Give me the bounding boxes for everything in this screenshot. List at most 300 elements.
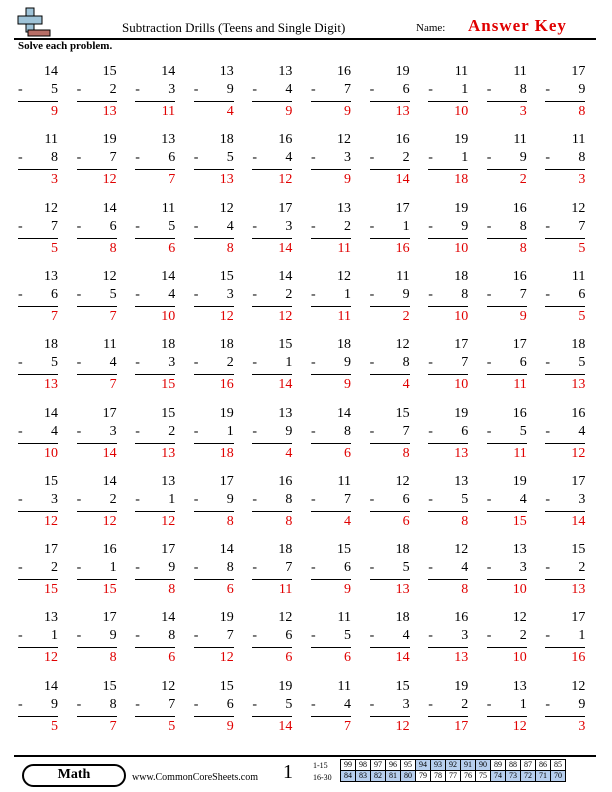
answer-rule (428, 579, 468, 580)
subtrahend-line (487, 287, 527, 303)
answer: 8 (519, 240, 527, 256)
subtraction-problem (545, 474, 585, 536)
answer: 10 (512, 650, 527, 666)
minuend: 16 (512, 405, 527, 421)
minuend: 18 (161, 337, 176, 353)
minuend: 16 (512, 200, 527, 216)
subtrahend: 1 (51, 628, 58, 644)
answer: 15 (102, 582, 117, 598)
answer-rule (194, 306, 234, 307)
minus-sign: - (428, 560, 433, 576)
minuend: 17 (454, 337, 469, 353)
answer-rule (428, 716, 468, 717)
subtrahend: 9 (226, 491, 234, 507)
answer: 13 (44, 377, 58, 393)
minuend: 18 (395, 542, 410, 558)
subtraction-problem (135, 64, 175, 126)
subtrahend-line (311, 560, 351, 576)
answer-rule (252, 511, 292, 512)
minuend: 17 (102, 405, 117, 421)
subtraction-problem (311, 337, 351, 399)
subtraction-problem (370, 679, 410, 741)
minus-sign: - (252, 286, 258, 302)
worksheet-title: Subtraction Drills (Teens and Single Digit) (122, 20, 346, 35)
subtrahend: 4 (344, 696, 351, 712)
minus-sign: - (252, 150, 258, 166)
minus-sign: - (369, 423, 375, 439)
minus-sign: - (193, 150, 199, 166)
minus-sign: - (252, 423, 258, 439)
subtraction-problem (77, 610, 117, 672)
answer-rule (252, 579, 292, 580)
answer-rule (487, 306, 527, 307)
subtrahend: 1 (109, 560, 117, 576)
subtraction-problem (252, 337, 292, 399)
subtraction-problem (545, 406, 585, 468)
answer: 2 (519, 172, 527, 188)
answer-rule (77, 306, 117, 307)
subtraction-problem (18, 64, 58, 126)
subtrahend: 2 (344, 218, 351, 234)
subtrahend: 1 (578, 628, 586, 644)
minuend: 15 (395, 678, 410, 694)
minus-sign: - (369, 560, 375, 576)
score-cell: 93 (431, 760, 446, 771)
minus-sign: - (135, 150, 140, 166)
minus-sign: - (486, 218, 492, 234)
answer: 8 (168, 582, 176, 598)
subtrahend: 3 (461, 628, 469, 644)
minuend: 18 (571, 337, 586, 353)
subtraction-problem (77, 64, 117, 126)
minuend: 15 (337, 542, 351, 558)
minuend: 12 (512, 610, 527, 626)
minuend: 13 (44, 268, 58, 284)
minus-sign: - (252, 491, 258, 507)
subtrahend-line (370, 628, 410, 644)
subtraction-problem (545, 64, 585, 126)
minuend: 19 (395, 64, 410, 79)
minuend: 13 (219, 64, 234, 79)
score-cell: 74 (491, 771, 506, 782)
minuend: 11 (161, 200, 176, 216)
minuend: 12 (571, 200, 586, 216)
answer: 3 (51, 172, 58, 188)
answer: 8 (109, 650, 117, 666)
answer-rule (252, 647, 292, 648)
answer: 4 (402, 377, 410, 393)
minus-sign: - (486, 150, 492, 166)
answer-rule (545, 579, 585, 580)
answer: 9 (285, 104, 293, 119)
subtrahend-line (194, 492, 234, 508)
subtrahend: 9 (51, 696, 58, 712)
minuend: 12 (161, 678, 176, 694)
answer: 3 (519, 104, 527, 119)
minus-sign: - (135, 423, 140, 439)
minuend: 15 (44, 473, 58, 489)
answer: 11 (513, 445, 527, 461)
subtraction-problem (252, 406, 292, 468)
subtraction-problem (252, 542, 292, 604)
subtraction-problem (252, 201, 292, 263)
subtrahend: 2 (402, 150, 410, 166)
subtrahend: 6 (578, 286, 586, 302)
subtrahend-line (487, 697, 527, 713)
subtrahend-line (545, 492, 585, 508)
subtrahend: 7 (109, 150, 117, 166)
subtraction-problem (428, 406, 468, 468)
minus-sign: - (545, 82, 551, 97)
answer-rule (18, 238, 58, 239)
subtraction-problem (77, 406, 117, 468)
minuend: 14 (278, 268, 293, 284)
subtrahend: 9 (344, 355, 351, 371)
answer: 11 (337, 308, 351, 324)
subtrahend: 1 (461, 82, 469, 97)
subtrahend-line (252, 424, 292, 440)
score-cell: 76 (461, 771, 476, 782)
minus-sign: - (369, 286, 375, 302)
score-cell: 91 (461, 760, 476, 771)
score-cell: 97 (371, 760, 386, 771)
minus-sign: - (369, 696, 375, 712)
subtraction-problem (545, 542, 585, 604)
subtrahend-line (487, 219, 527, 235)
minuend: 16 (395, 132, 410, 148)
subtraction-problem (18, 337, 58, 399)
answer: 13 (395, 104, 410, 119)
minus-sign: - (193, 286, 199, 302)
subtraction-problem (487, 269, 527, 331)
footer-divider (14, 755, 596, 757)
minus-sign: - (135, 82, 140, 97)
subtraction-problem (487, 679, 527, 741)
score-cell: 87 (521, 760, 536, 771)
answer-rule (18, 511, 58, 512)
subtrahend-line (370, 560, 410, 576)
minus-sign: - (311, 286, 316, 302)
minus-sign: - (252, 82, 258, 97)
subtrahend-line (77, 424, 117, 440)
answer-rule (311, 647, 351, 648)
answer: 6 (344, 650, 351, 666)
subtrahend-line (370, 697, 410, 713)
subtrahend: 8 (285, 491, 293, 507)
subtrahend: 6 (226, 696, 234, 712)
minus-sign: - (76, 355, 82, 371)
answer: 9 (226, 718, 234, 734)
subtrahend: 4 (51, 423, 58, 439)
minus-sign: - (193, 218, 199, 234)
subtrahend-line (545, 82, 585, 98)
answer: 9 (51, 104, 58, 119)
subtrahend: 9 (461, 218, 469, 234)
subtraction-problem (370, 132, 410, 194)
subtrahend: 9 (402, 286, 410, 302)
score-cell: 86 (536, 760, 551, 771)
subtrahend-line (545, 150, 585, 166)
subtrahend-line (311, 287, 351, 303)
answer: 13 (161, 445, 176, 461)
minus-sign: - (135, 696, 140, 712)
subtrahend-line (77, 697, 117, 713)
score-cell: 70 (551, 771, 566, 782)
minus-sign: - (486, 491, 492, 507)
minuend: 19 (454, 200, 469, 216)
minus-sign: - (486, 628, 492, 644)
minuend: 18 (219, 337, 234, 353)
answer: 11 (513, 377, 527, 393)
minuend: 15 (219, 268, 234, 284)
answer: 15 (44, 582, 58, 598)
subtraction-problem (311, 269, 351, 331)
subtrahend-line (311, 492, 351, 508)
minus-sign: - (545, 696, 551, 712)
subtrahend-line (487, 424, 527, 440)
answer: 7 (109, 377, 117, 393)
subtraction-problem (194, 337, 234, 399)
answer-rule (252, 306, 292, 307)
answer-rule (370, 169, 410, 170)
subtrahend: 9 (578, 696, 586, 712)
answer-rule (370, 716, 410, 717)
subtrahend: 6 (168, 150, 176, 166)
minus-sign: - (545, 150, 551, 166)
score-cell: 71 (536, 771, 551, 782)
score-cell: 82 (371, 771, 386, 782)
minus-sign: - (369, 491, 375, 507)
answer: 18 (219, 445, 234, 461)
subtrahend: 5 (226, 150, 234, 166)
answer-rule (194, 579, 234, 580)
answer: 4 (344, 513, 351, 529)
minus-sign: - (18, 628, 23, 644)
answer-rule (77, 511, 117, 512)
answer-rule (487, 716, 527, 717)
minuend: 17 (571, 610, 586, 626)
answer-rule (77, 579, 117, 580)
subtrahend-line (18, 219, 58, 235)
answer: 17 (454, 718, 469, 734)
subtrahend-line (545, 628, 585, 644)
subtraction-problem (428, 610, 468, 672)
answer-rule (252, 443, 292, 444)
subtrahend-line (311, 219, 351, 235)
minus-sign: - (76, 628, 82, 644)
minus-sign: - (369, 628, 375, 644)
minuend: 11 (513, 132, 527, 148)
answer: 5 (168, 718, 176, 734)
minus-sign: - (135, 628, 140, 644)
subtrahend-line (487, 355, 527, 371)
answer-rule (311, 579, 351, 580)
subtrahend: 5 (519, 423, 527, 439)
minuend: 11 (337, 678, 351, 694)
subtrahend-line (487, 82, 527, 98)
subtrahend-line (545, 219, 585, 235)
minus-sign: - (545, 286, 551, 302)
score-cell: 80 (401, 771, 416, 782)
answer: 6 (285, 650, 293, 666)
minus-sign: - (18, 286, 23, 302)
subtrahend-line (370, 150, 410, 166)
subtrahend: 6 (285, 628, 293, 644)
answer: 6 (168, 240, 176, 256)
score-cell: 79 (416, 771, 431, 782)
subtrahend-line (370, 424, 410, 440)
answer: 7 (109, 718, 117, 734)
answer: 6 (344, 445, 351, 461)
answer-rule (545, 511, 585, 512)
score-row-label: 1-15 (313, 761, 328, 770)
answer: 12 (278, 308, 293, 324)
subtrahend-line (77, 287, 117, 303)
subtrahend-line (18, 697, 58, 713)
minuend: 17 (571, 64, 586, 79)
subtrahend-line (428, 560, 468, 576)
minus-sign: - (135, 491, 140, 507)
minuend: 17 (219, 473, 234, 489)
subtrahend-line (487, 628, 527, 644)
subtraction-problem (194, 132, 234, 194)
minus-sign: - (76, 423, 82, 439)
subtrahend-line (135, 82, 175, 98)
answer: 12 (278, 172, 293, 188)
subtrahend-line (135, 150, 175, 166)
subtrahend: 2 (461, 696, 469, 712)
minus-sign: - (252, 218, 258, 234)
score-cell: 83 (356, 771, 371, 782)
subtraction-problem (77, 679, 117, 741)
subject-label: Math (57, 767, 91, 782)
minus-sign: - (545, 218, 551, 234)
answer: 14 (395, 172, 410, 188)
subtrahend: 5 (51, 355, 58, 371)
subtrahend-line (77, 219, 117, 235)
subtrahend-line (18, 355, 58, 371)
subtrahend-line (194, 628, 234, 644)
minuend: 19 (219, 610, 234, 626)
subtrahend: 9 (226, 82, 234, 97)
subtraction-problem (194, 201, 234, 263)
subtrahend-line (252, 560, 292, 576)
minuend: 15 (571, 542, 586, 558)
subtraction-problem (428, 201, 468, 263)
subtrahend-line (194, 697, 234, 713)
answer-rule (135, 306, 175, 307)
subtraction-problem (252, 269, 292, 331)
subtrahend: 9 (168, 560, 176, 576)
subtrahend-line (194, 219, 234, 235)
answer: 10 (454, 377, 469, 393)
answer-rule (194, 716, 234, 717)
answer: 12 (395, 718, 410, 734)
minuend: 19 (454, 405, 469, 421)
minus-sign: - (76, 150, 82, 166)
minus-sign: - (428, 150, 433, 166)
subtrahend-line (428, 355, 468, 371)
minus-sign: - (311, 491, 316, 507)
subtrahend-line (18, 150, 58, 166)
answer-rule (370, 238, 410, 239)
subtrahend: 9 (578, 82, 586, 97)
answer: 8 (285, 513, 293, 529)
subtrahend-line (18, 492, 58, 508)
answer-rule (487, 443, 527, 444)
subtrahend: 6 (51, 286, 58, 302)
subtraction-problem (370, 474, 410, 536)
answer: 8 (109, 240, 117, 256)
subtrahend: 6 (402, 82, 410, 97)
minus-sign: - (18, 218, 23, 234)
subtrahend: 5 (578, 355, 586, 371)
minuend: 11 (396, 268, 410, 284)
minuend: 13 (512, 678, 527, 694)
subtrahend: 2 (578, 560, 586, 576)
subtraction-problem (487, 64, 527, 126)
score-cell: 75 (476, 771, 491, 782)
answer-rule (545, 716, 585, 717)
subtraction-problem (77, 474, 117, 536)
subtraction-problem (545, 269, 585, 331)
minuend: 11 (337, 473, 351, 489)
subtrahend-line (135, 355, 175, 371)
subtrahend-line (311, 355, 351, 371)
answer-rule (194, 647, 234, 648)
subtrahend-line (194, 355, 234, 371)
subtrahend-line (194, 82, 234, 98)
answer-rule (135, 443, 175, 444)
subtraction-problem (311, 64, 351, 126)
minus-sign: - (428, 696, 433, 712)
subtraction-problem (77, 269, 117, 331)
answer: 11 (337, 240, 351, 256)
score-cell: 78 (431, 771, 446, 782)
minus-sign: - (76, 560, 82, 576)
subtrahend-line (545, 287, 585, 303)
minuend: 16 (337, 64, 351, 79)
minuend: 11 (571, 268, 586, 284)
answer: 4 (226, 104, 234, 119)
score-cell: 95 (401, 760, 416, 771)
minuend: 15 (278, 337, 293, 353)
score-cell: 99 (341, 760, 356, 771)
subtrahend-line (545, 697, 585, 713)
subtrahend-line (311, 628, 351, 644)
minus-sign: - (18, 696, 23, 712)
subtraction-problem (428, 269, 468, 331)
answer: 14 (102, 445, 117, 461)
minuend: 12 (454, 542, 469, 558)
subtraction-problem (135, 542, 175, 604)
answer-rule (135, 579, 175, 580)
subtraction-problem (370, 610, 410, 672)
subtrahend: 3 (168, 355, 176, 371)
answer-rule (545, 306, 585, 307)
answer: 5 (578, 308, 586, 324)
minuend: 18 (395, 610, 410, 626)
score-cell: 98 (356, 760, 371, 771)
minus-sign: - (193, 696, 199, 712)
minuend: 16 (454, 610, 469, 626)
minuend: 15 (219, 678, 234, 694)
minuend: 15 (161, 405, 176, 421)
minuend: 16 (512, 268, 527, 284)
subtraction-problem (545, 201, 585, 263)
answer: 9 (344, 582, 351, 598)
answer-rule (545, 443, 585, 444)
